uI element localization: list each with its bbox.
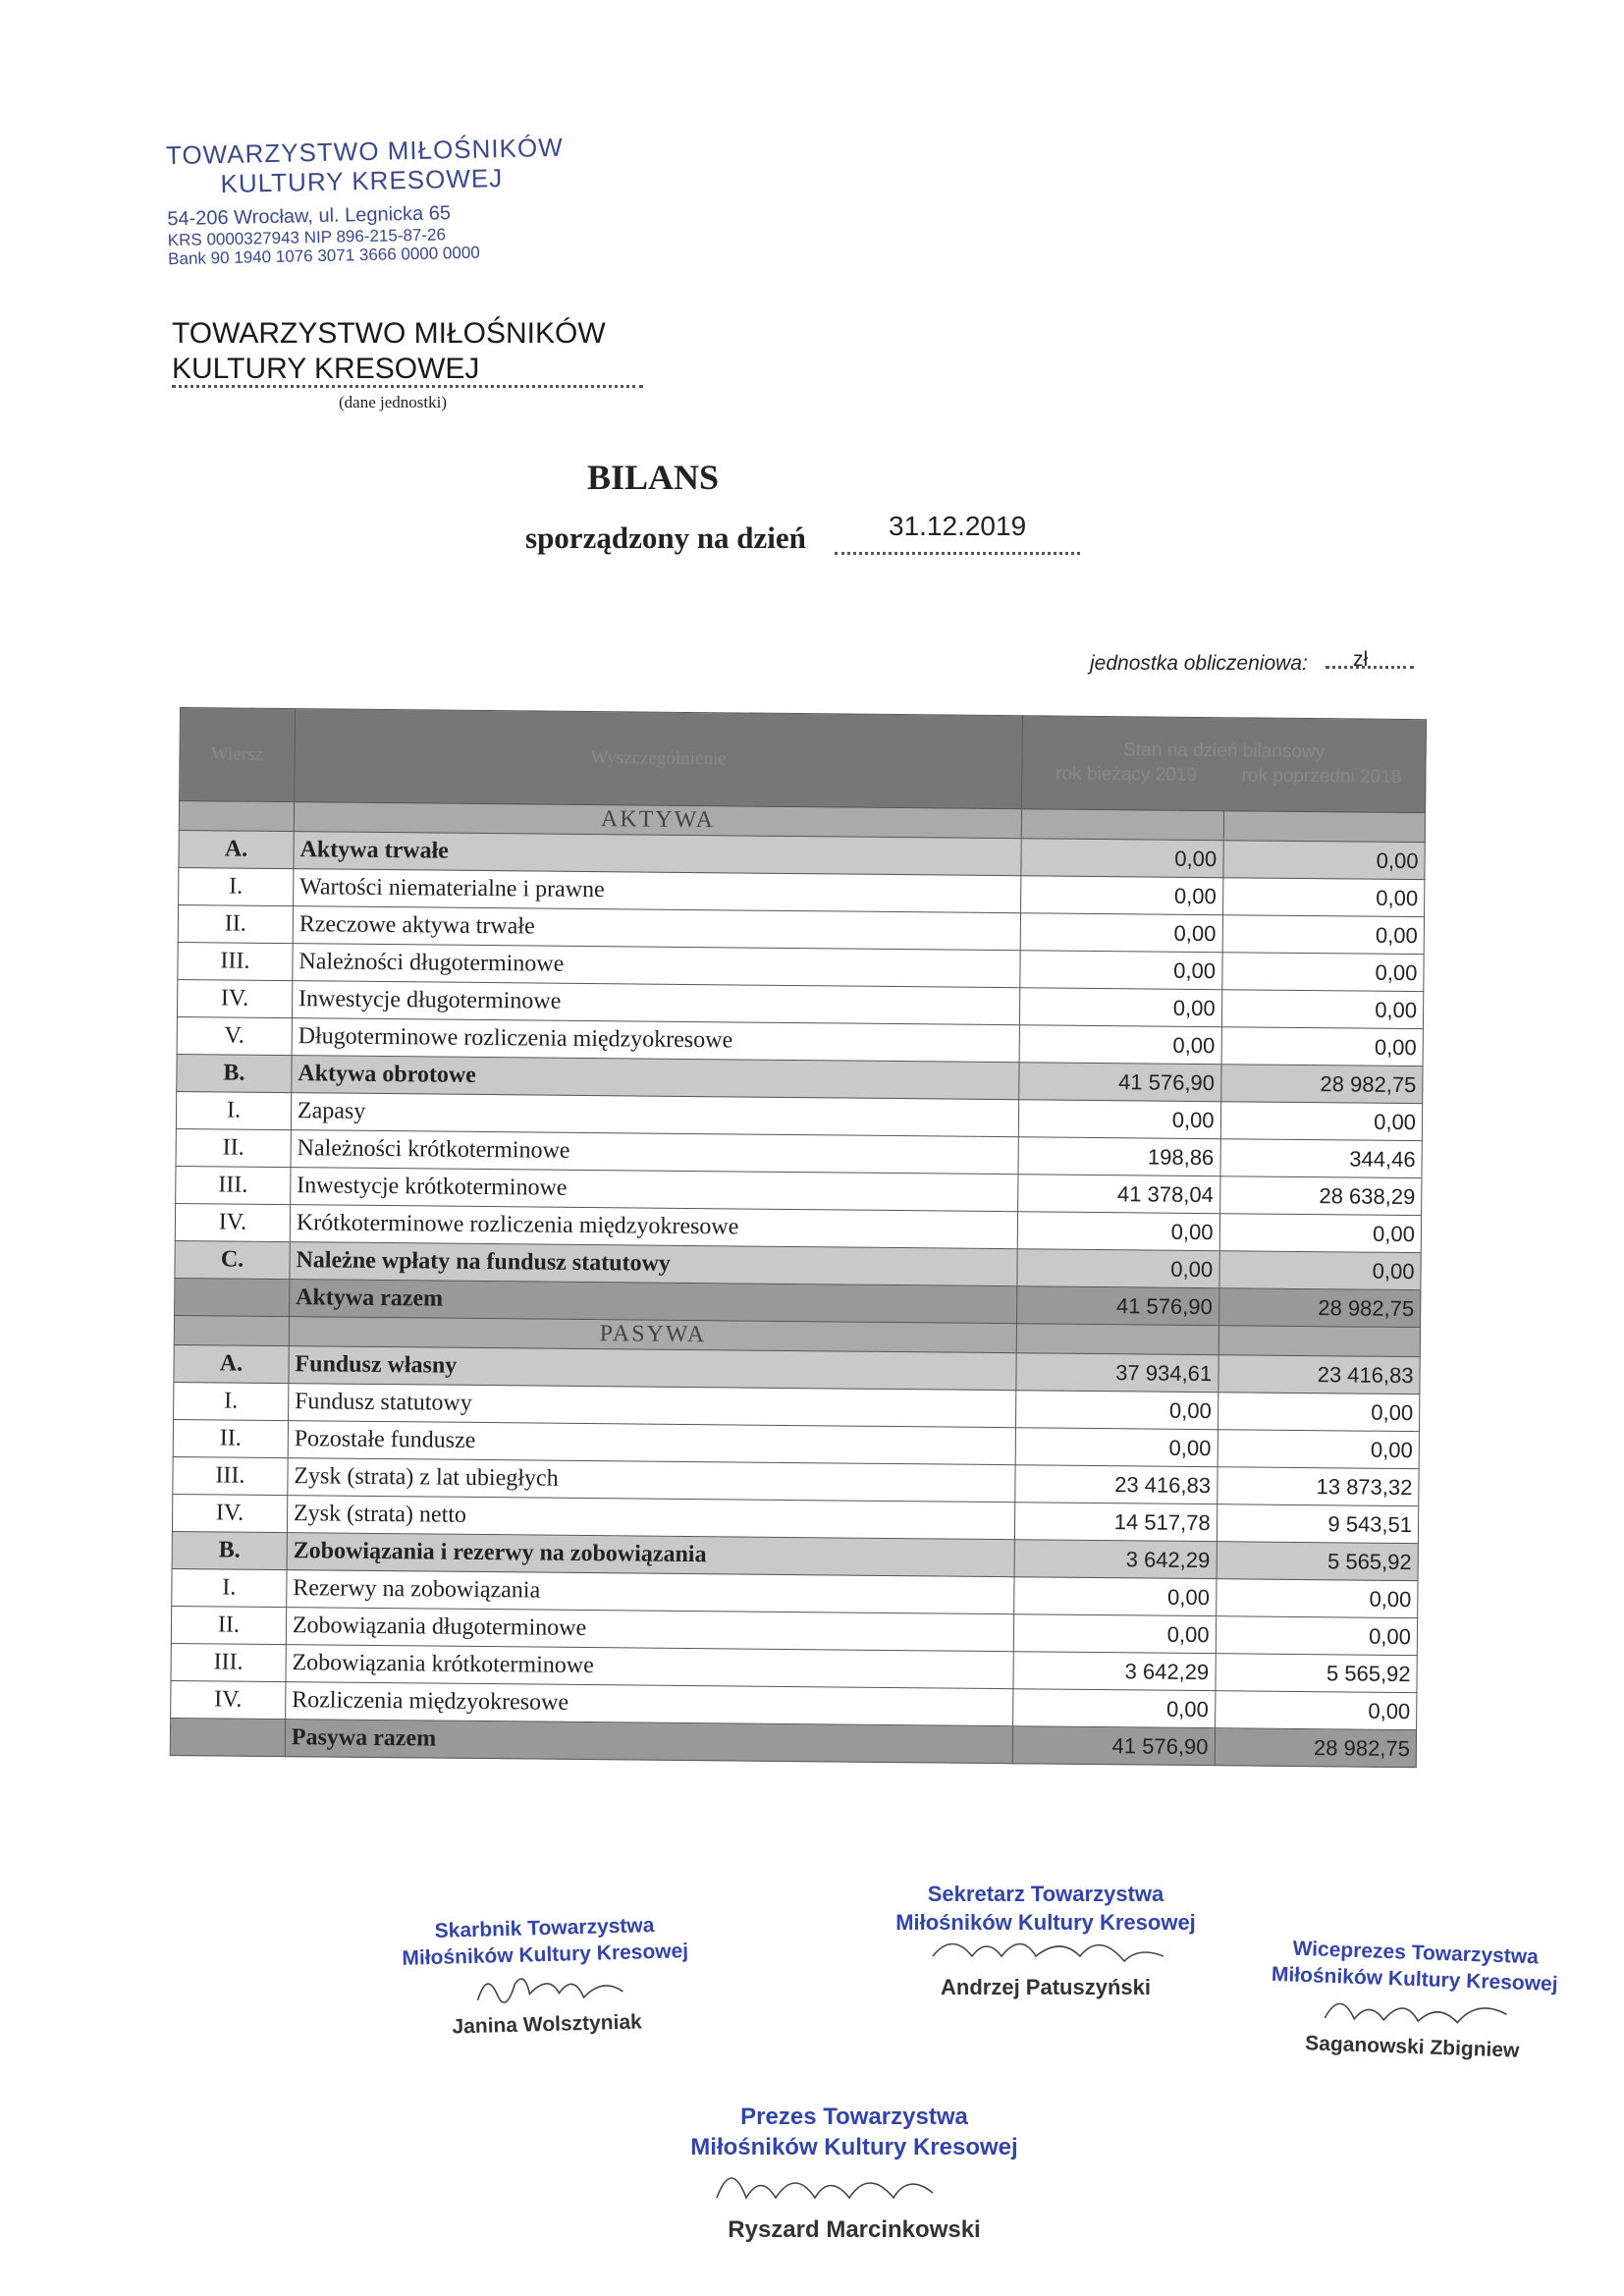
row-number: A. xyxy=(179,830,294,868)
row-current-year-value: 0,00 xyxy=(1021,876,1223,915)
row-number: I. xyxy=(174,1382,289,1420)
section-aktywa-title: AKTYWA xyxy=(294,802,1022,839)
section-pasywa-title: PASYWA xyxy=(289,1317,1017,1353)
section-empty-cell xyxy=(1218,1326,1421,1357)
row-number: IV. xyxy=(175,1203,290,1241)
unit-value: zł xyxy=(1353,648,1369,671)
row-label: Należności krótkoterminowe xyxy=(291,1130,1019,1175)
row-previous-year-value: 5 565,92 xyxy=(1216,1654,1418,1693)
row-number xyxy=(170,1718,285,1756)
header-group: Stan na dzień bilansowy xyxy=(1123,739,1326,763)
row-number: II. xyxy=(178,904,293,943)
row-previous-year-value: 9 543,51 xyxy=(1217,1504,1419,1544)
section-empty-cell xyxy=(174,1315,289,1345)
row-current-year-value: 0,00 xyxy=(1020,951,1222,990)
vice-name: Saganowski Zbigniew xyxy=(1304,2032,1520,2062)
header-current-year: rok bieżący 2019 xyxy=(1056,763,1197,786)
row-current-year-value: 0,00 xyxy=(1014,1577,1217,1616)
row-number: III. xyxy=(176,1166,291,1204)
vice-role: Wiceprezes Towarzystwa xyxy=(1292,1937,1540,1969)
row-number: III. xyxy=(173,1456,288,1495)
section-empty-cell xyxy=(179,801,294,832)
treasurer-handwriting xyxy=(408,1965,684,2007)
organization-stamp xyxy=(166,134,566,269)
row-label: Fundusz własny xyxy=(289,1346,1017,1391)
stamp-address: 54-206 Wrocław, ul. Legnicka 65 xyxy=(167,201,452,231)
row-previous-year-value: 0,00 xyxy=(1221,1027,1424,1066)
row-label: Inwestycje długoterminowe xyxy=(292,981,1020,1025)
header-previous-year: rok poprzedni 2018 xyxy=(1241,765,1402,788)
row-current-year-value: 0,00 xyxy=(1020,913,1222,953)
president-org: Miłośników Kultury Kresowej xyxy=(690,2134,1018,2161)
row-number xyxy=(175,1278,290,1316)
document-subtitle: sporządzony na dzień xyxy=(525,520,806,555)
balance-table-body xyxy=(170,708,1426,1768)
row-previous-year-value: 28 982,75 xyxy=(1215,1728,1417,1768)
header-years xyxy=(1028,762,1419,791)
unit-name xyxy=(172,316,606,387)
stamp-name-line2: KULTURY KRESOWEJ xyxy=(220,162,504,198)
row-number: I. xyxy=(179,867,294,905)
row-number: I. xyxy=(176,1091,291,1129)
document-title: BILANS xyxy=(586,458,720,497)
secretary-handwriting xyxy=(884,1937,1208,1966)
unit-name-line1: TOWARZYSTWO MIŁOŚNIKÓW xyxy=(172,317,606,350)
row-current-year-value: 0,00 xyxy=(1019,1025,1221,1065)
row-current-year-value: 23 416,83 xyxy=(1015,1465,1218,1504)
row-current-year-value: 3 642,29 xyxy=(1013,1652,1216,1691)
row-label: Aktywa obrotowe xyxy=(292,1056,1020,1100)
row-current-year-value: 198,86 xyxy=(1018,1137,1220,1176)
row-previous-year-value: 0,00 xyxy=(1221,953,1424,992)
row-previous-year-value: 5 565,92 xyxy=(1217,1542,1419,1581)
row-label: Inwestycje krótkoterminowe xyxy=(291,1168,1019,1212)
row-number: C. xyxy=(175,1240,290,1279)
row-label: Należności długoterminowe xyxy=(293,944,1021,988)
row-previous-year-value: 0,00 xyxy=(1221,990,1424,1029)
row-label: Krótkoterminowe rozliczenia międzyokresowe xyxy=(290,1205,1018,1249)
row-label: Pasywa razem xyxy=(285,1720,1013,1764)
unit-dotted-line xyxy=(172,385,643,388)
row-current-year-value: 41 576,90 xyxy=(1017,1286,1219,1326)
row-number: B. xyxy=(172,1531,287,1569)
row-previous-year-value: 0,00 xyxy=(1216,1579,1418,1618)
row-label: Aktywa trwałe xyxy=(294,832,1022,876)
row-current-year-value: 14 517,78 xyxy=(1015,1503,1218,1542)
row-previous-year-value: 28 982,75 xyxy=(1218,1288,1421,1328)
signature-treasurer xyxy=(401,1911,690,2042)
row-label: Zobowiązania długoterminowe xyxy=(286,1608,1014,1652)
balance-table xyxy=(170,707,1427,1768)
row-number: IV. xyxy=(177,979,292,1017)
row-previous-year-value: 0,00 xyxy=(1220,1102,1423,1141)
table-header-row xyxy=(180,708,1427,813)
row-number: IV. xyxy=(172,1494,287,1532)
treasurer-org: Miłośników Kultury Kresowej xyxy=(402,1940,689,1971)
row-previous-year-value: 28 982,75 xyxy=(1220,1065,1423,1104)
row-current-year-value: 3 642,29 xyxy=(1014,1540,1217,1579)
row-current-year-value: 0,00 xyxy=(1021,839,1223,878)
row-number: I. xyxy=(172,1568,287,1607)
row-previous-year-value: 23 416,83 xyxy=(1218,1355,1420,1394)
row-number: II. xyxy=(173,1419,288,1457)
signature-vice-president xyxy=(1265,1935,1563,2066)
row-previous-year-value: 28 638,29 xyxy=(1219,1176,1422,1216)
row-current-year-value: 0,00 xyxy=(1014,1614,1217,1654)
row-previous-year-value: 0,00 xyxy=(1215,1691,1417,1730)
row-number: II. xyxy=(176,1128,291,1167)
row-current-year-value: 0,00 xyxy=(1013,1689,1216,1728)
row-label: Rozliczenia międzyokresowe xyxy=(286,1682,1014,1726)
row-current-year-value: 0,00 xyxy=(1020,988,1222,1027)
unit-label: jednostka obliczeniowa: xyxy=(1090,652,1308,675)
row-current-year-value: 41 576,90 xyxy=(1012,1726,1215,1766)
row-previous-year-value: 0,00 xyxy=(1222,841,1425,880)
row-previous-year-value: 0,00 xyxy=(1222,915,1425,955)
row-label: Zobowiązania krótkoterminowe xyxy=(286,1645,1014,1689)
header-description: Wyszczególnienie xyxy=(294,709,1022,809)
row-previous-year-value: 0,00 xyxy=(1222,878,1425,917)
row-label: Należne wpłaty na fundusz statutowy xyxy=(290,1242,1018,1286)
row-previous-year-value: 0,00 xyxy=(1216,1616,1418,1656)
stamp-bank: Bank 90 1940 1076 3071 3666 0000 0000 xyxy=(167,243,480,269)
president-role: Prezes Towarzystwa xyxy=(740,2104,968,2130)
row-label: Zysk (strata) netto xyxy=(287,1496,1015,1540)
treasurer-name: Janina Wolsztyniak xyxy=(452,2010,643,2039)
row-current-year-value: 0,00 xyxy=(1017,1212,1219,1251)
signature-secretary xyxy=(884,1881,1208,2001)
secretary-role: Sekretarz Towarzystwa xyxy=(927,1882,1164,1906)
section-empty-cell xyxy=(1021,809,1223,841)
row-previous-year-value: 0,00 xyxy=(1218,1430,1420,1469)
row-number: II. xyxy=(171,1606,286,1644)
row-number: IV. xyxy=(171,1680,286,1719)
row-number: III. xyxy=(171,1643,286,1681)
secretary-name: Andrzej Patuszyński xyxy=(941,1974,1151,1999)
document-date: 31.12.2019 xyxy=(889,511,1027,541)
row-number: A. xyxy=(174,1344,289,1383)
row-label: Zapasy xyxy=(291,1093,1019,1137)
row-previous-year-value: 0,00 xyxy=(1218,1251,1421,1290)
president-handwriting xyxy=(677,2162,1031,2206)
section-empty-cell xyxy=(1016,1324,1218,1355)
unit-caption: (dane jednostki) xyxy=(339,393,447,411)
stamp-ids: KRS 0000327943 NIP 896-215-87-26 xyxy=(167,225,447,250)
row-label: Zysk (strata) z lat ubiegłych xyxy=(288,1458,1016,1503)
treasurer-role: Skarbnik Towarzystwa xyxy=(434,1914,655,1942)
row-previous-year-value: 0,00 xyxy=(1219,1214,1422,1253)
vice-org: Miłośników Kultury Kresowej xyxy=(1271,1963,1558,1996)
row-current-year-value: 0,00 xyxy=(1015,1428,1218,1467)
row-current-year-value: 41 576,90 xyxy=(1019,1063,1221,1102)
row-previous-year-value: 0,00 xyxy=(1218,1393,1420,1432)
row-number: V. xyxy=(177,1016,292,1055)
unit-value-dotted-line xyxy=(1326,666,1414,669)
signature-president xyxy=(677,2102,1031,2245)
row-previous-year-value: 13 873,32 xyxy=(1217,1467,1419,1506)
unit-name-line2: KULTURY KRESOWEJ xyxy=(172,353,480,385)
row-label: Rzeczowe aktywa trwałe xyxy=(293,906,1021,951)
row-label: Wartości niematerialne i prawne xyxy=(293,869,1021,913)
secretary-org: Miłośników Kultury Kresowej xyxy=(895,1909,1196,1935)
row-label: Aktywa razem xyxy=(289,1280,1017,1324)
row-current-year-value: 41 378,04 xyxy=(1018,1175,1220,1214)
row-label: Zobowiązania i rezerwy na zobowiązania xyxy=(287,1533,1015,1577)
row-label: Długoterminowe rozliczenia międzyokresowe xyxy=(292,1018,1020,1063)
row-current-year-value: 0,00 xyxy=(1016,1391,1218,1430)
row-previous-year-value: 344,46 xyxy=(1220,1139,1423,1178)
row-current-year-value: 0,00 xyxy=(1017,1249,1219,1288)
row-number: B. xyxy=(177,1054,292,1092)
row-label: Fundusz statutowy xyxy=(288,1384,1016,1428)
president-name: Ryszard Marcinkowski xyxy=(728,2215,981,2243)
stamp-name-line1: TOWARZYSTWO MIŁOŚNIKÓW xyxy=(165,132,564,171)
row-number: III. xyxy=(178,942,293,980)
row-current-year-value: 37 934,61 xyxy=(1016,1353,1218,1393)
row-current-year-value: 0,00 xyxy=(1019,1100,1221,1139)
row-label: Rezerwy na zobowiązania xyxy=(287,1570,1015,1614)
section-empty-cell xyxy=(1223,811,1426,843)
header-values xyxy=(1022,716,1427,813)
row-label: Pozostałe fundusze xyxy=(288,1421,1016,1465)
header-row-number: Wiersz xyxy=(180,708,296,802)
